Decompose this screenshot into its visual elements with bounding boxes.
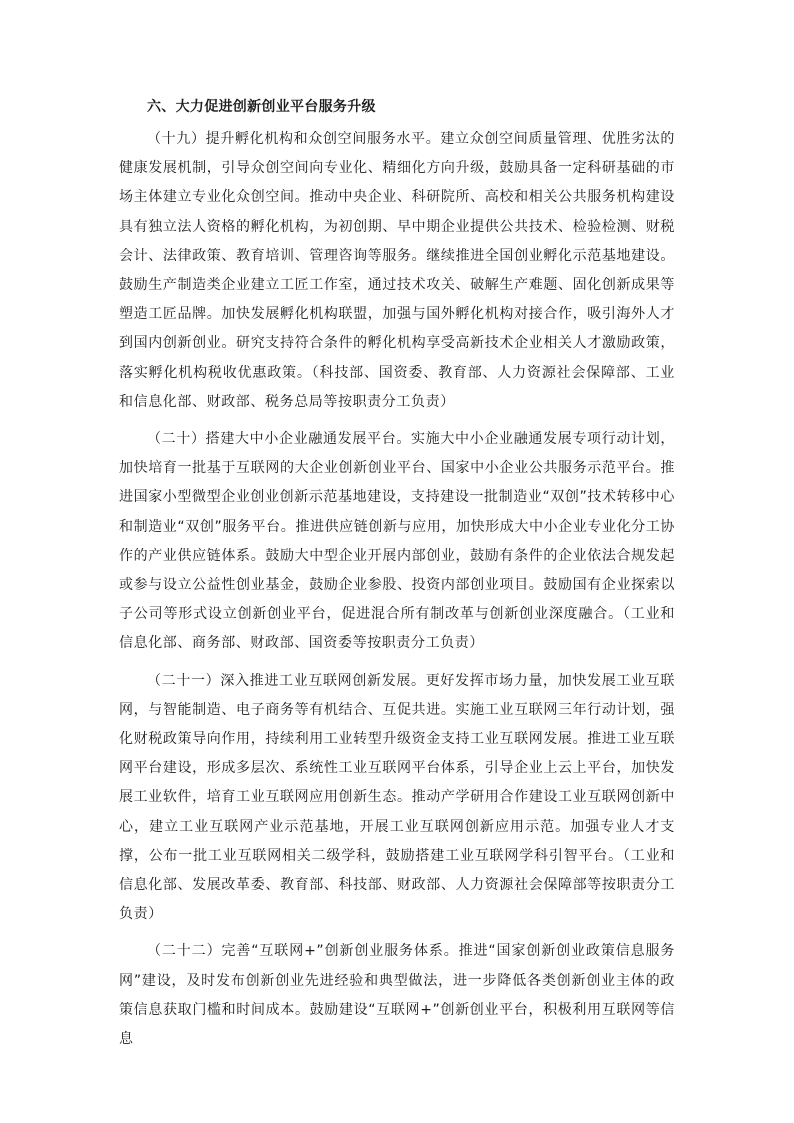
document-body bbox=[119, 97, 675, 1062]
section-heading: 六、大力促进创新创业平台服务升级 bbox=[147, 99, 376, 115]
paragraph-22: （二十二）完善“互联网+”创新创业服务体系。推进“国家创新创业政策信息服务网”建设，及时发布创新创业先进经验和典型做法，进一步降低各类创新创业主体的政策信息获取门槛和时间成本。鼓励建设“互联网+”创新创业平台，积极利用互联网等信息 bbox=[119, 943, 675, 1048]
paragraph-19: （十九）提升孵化机构和众创空间服务水平。建立众创空间质量管理、优胜劣汰的健康发展机制，引导众创空间向专业化、精细化方向升级，鼓励具备一定科研基础的市场主体建立专业化众创空间。推动中央企业、科研院所、高校和相关公共服务机构建设具有独立法人资格的孵化机构，为初创期、早中期企业提供公共技术、检验检测、财税会计、法律政策、教育培训、管理咨询等服务。继续推进全国创业孵化示范基地建设。鼓励生产制造类企业建立工匠工作室，通过技术攻关、破解生产难题、固化创新成果等塑造工匠品牌。加快发展孵化机构联盟，加强与国外孵化机构对接合作，吸引海外人才到国内创新创业。研究支持符合条件的孵化机构享受高新技术企业相关人才激励政策，落实孵化机构税收优惠政策。（科技部、国资委、教育部、人力资源社会保障部、工业和信息化部、财政部、税务总局等按职责分工负责） bbox=[119, 131, 675, 410]
paragraph-20: （二十）搭建大中小企业融通发展平台。实施大中小企业融通发展专项行动计划，加快培育一批基于互联网的大企业创新创业平台、国家中小企业公共服务示范平台。推进国家小型微型企业创业创新示范基地建设，支持建设一批制造业“双创”技术转移中心和制造业“双创”服务平台。推进供应链创新与应用，加快形成大中小企业专业化分工协作的产业供应链体系。鼓励大中型企业开展内部创业，鼓励有条件的企业依法合规发起或参与设立公益性创业基金，鼓励企业参股、投资内部创业项目。鼓励国有企业探索以子公司等形式设立创新创业平台，促进混合所有制改革与创新创业深度融合。（工业和信息化部、商务部、财政部、国资委等按职责分工负责） bbox=[119, 431, 675, 652]
paragraph-21: （二十一）深入推进工业互联网创新发展。更好发挥市场力量，加快发展工业互联网，与智能制造、电子商务等有机结合、互促共进。实施工业互联网三年行动计划，强化财税政策导向作用，持续利用工业转型升级资金支持工业互联网发展。推进工业互联网平台建设，形成多层次、系统性工业互联网平台体系，引导企业上云上平台，加快发展工业软件，培育工业互联网应用创新生态。推动产学研用合作建设工业互联网创新中心，建立工业互联网产业示范基地，开展工业互联网创新应用示范。加强专业人才支撑，公布一批工业互联网相关二级学科，鼓励搭建工业互联网学科引智平台。（工业和信息化部、发展改革委、教育部、科技部、财政部、人力资源社会保障部等按职责分工负责） bbox=[119, 672, 675, 923]
